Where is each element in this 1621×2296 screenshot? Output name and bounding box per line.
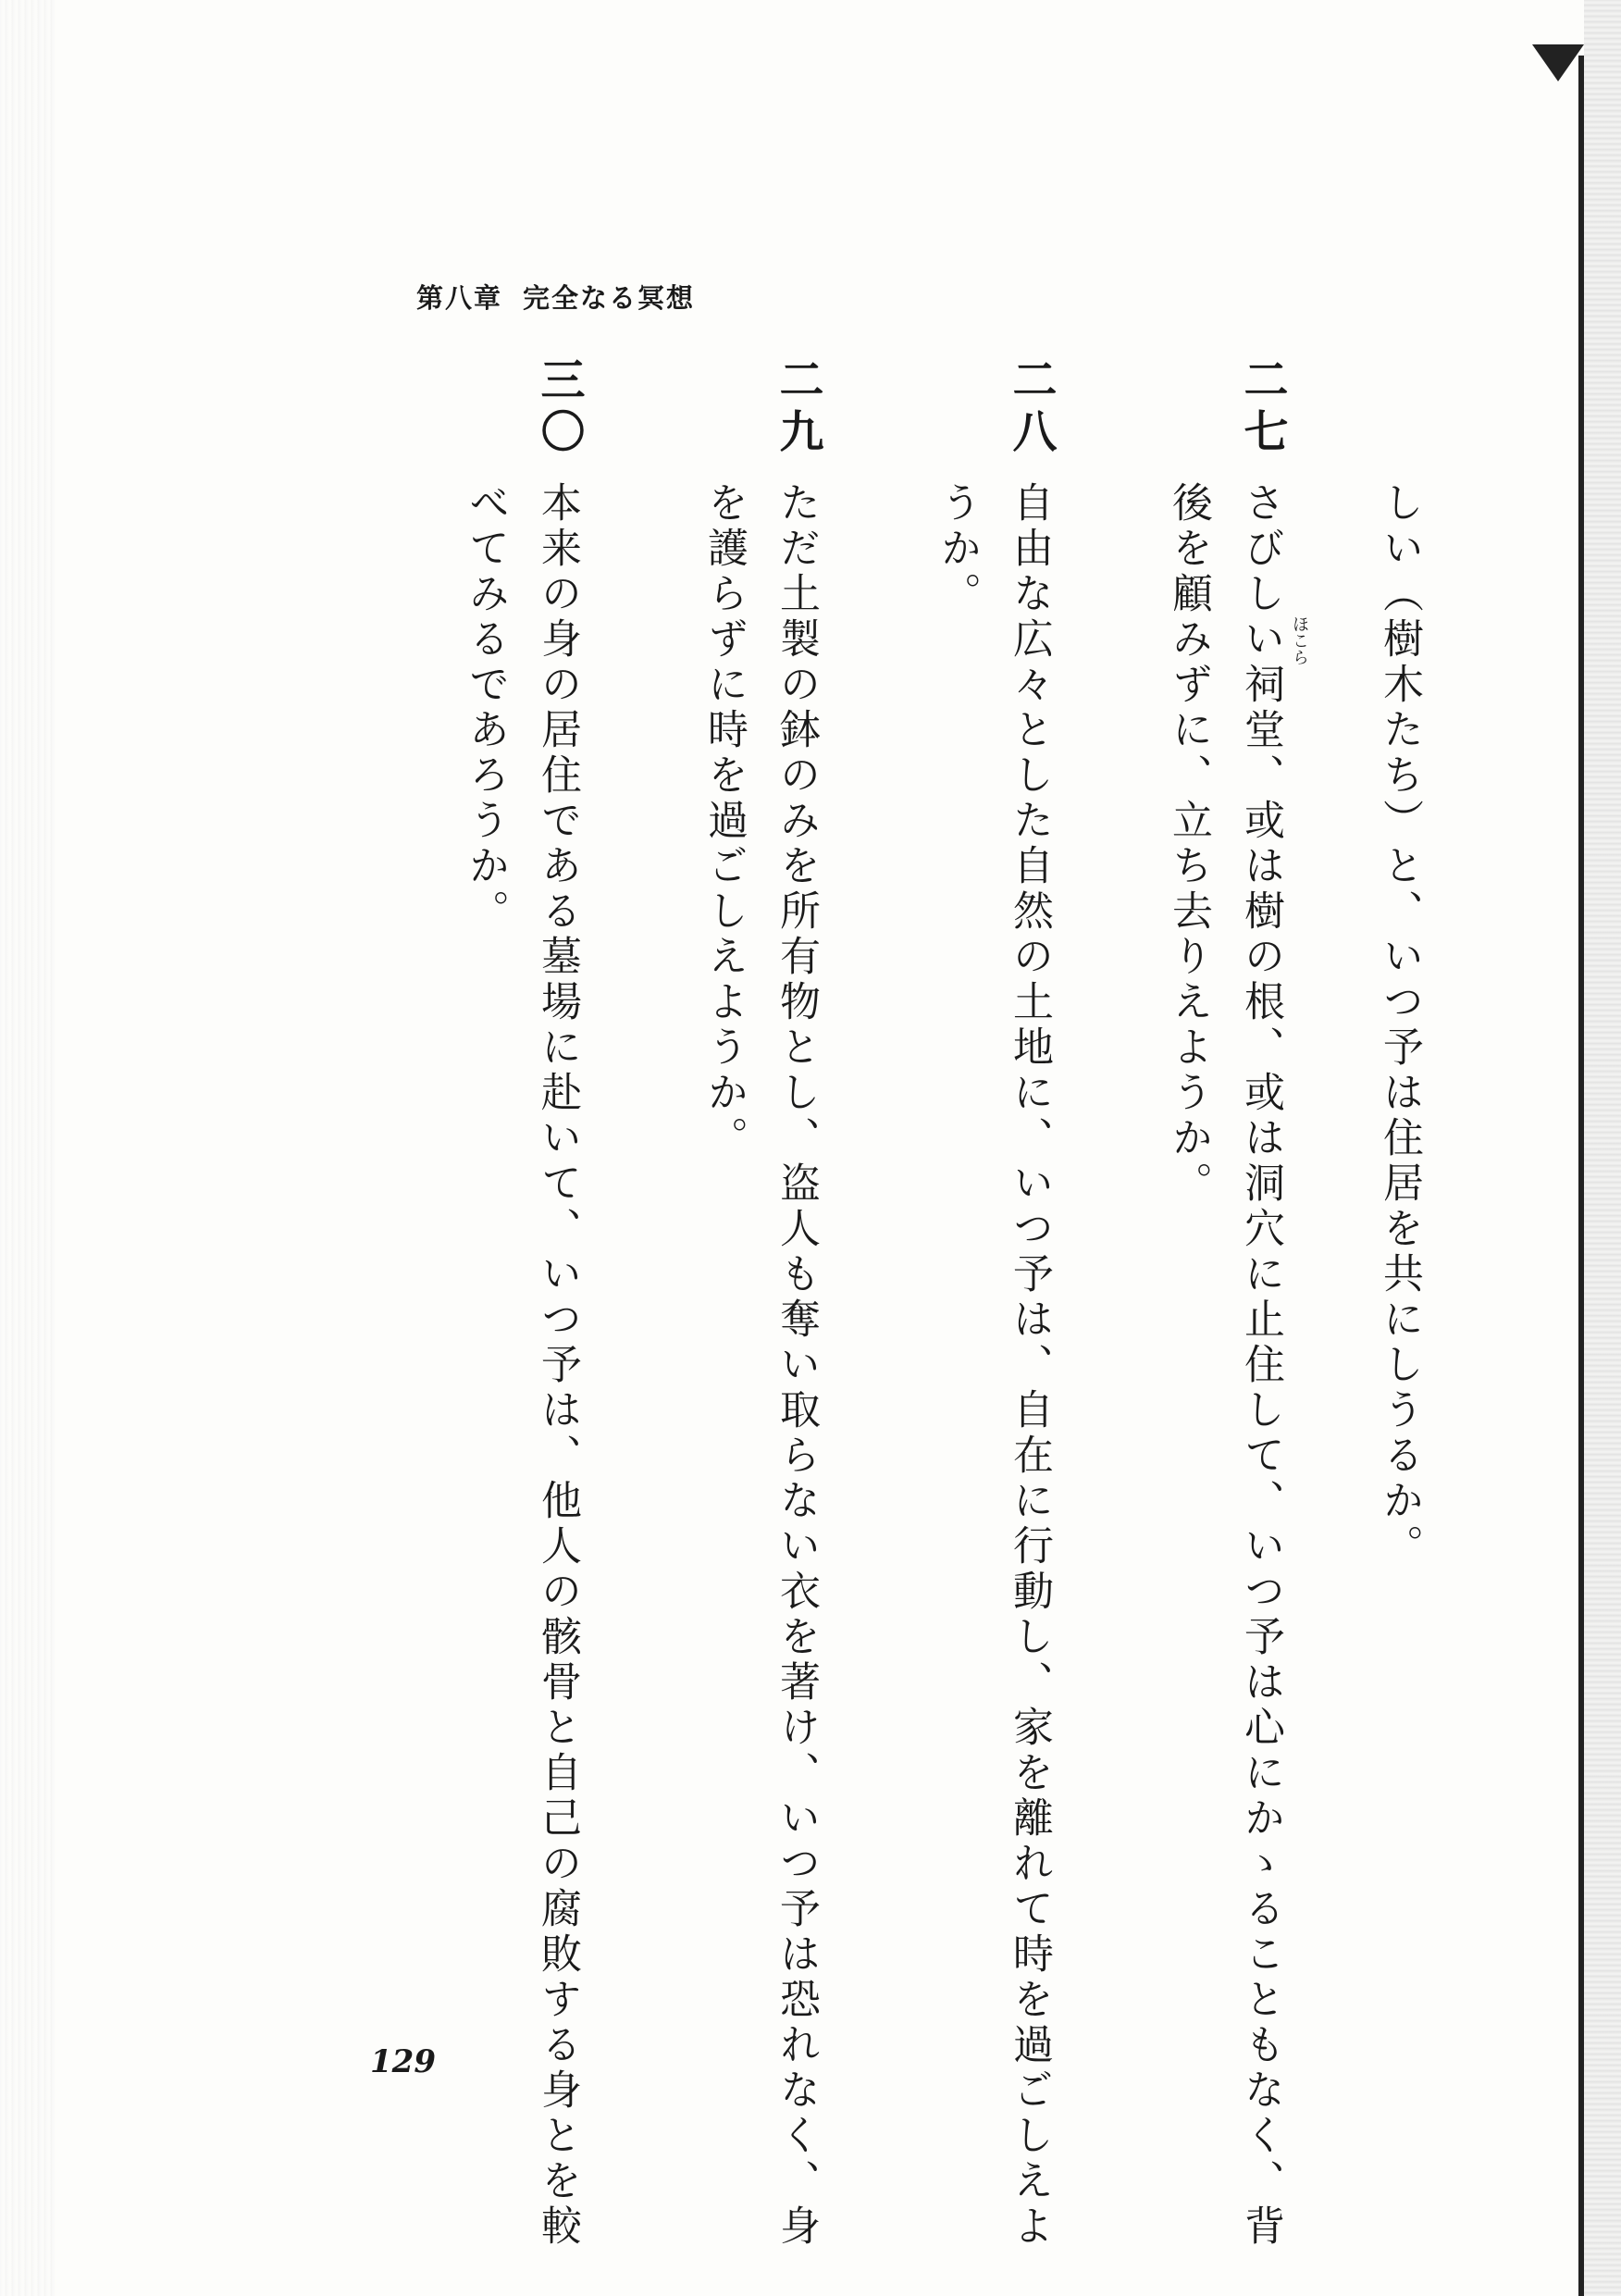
continuation-line: しい（樹木たち）と、いつ予は住居を共にしうるか。: [1376, 481, 1423, 1570]
verse-29-line-1: ただ土製の鉢のみを所有物とし、盗人も奪い取らない衣を著け、いつ予は恐れなく、身: [773, 481, 820, 2250]
corner-mark: [1532, 44, 1584, 81]
scan-margin-noise: [0, 0, 56, 2296]
verse-number-27: 二七: [1236, 356, 1288, 460]
running-head: [416, 278, 695, 316]
verse-29-line-2: を護らずに時を過ごしえようか。: [700, 481, 748, 1161]
verse-27-line-1: さびしい祠堂、或は樹の根、或は洞穴に止住して、いつ予は心にかゝることもなく、背: [1237, 481, 1284, 2250]
ruby-gloss: ほこら: [1290, 615, 1309, 665]
page-number: 129: [370, 2043, 436, 2080]
verse-28-line-1: 自由な広々とした自然の土地に、いつ予は、自在に行動し、家を離れて時を過ごしえよ: [1006, 481, 1053, 2250]
chapter-label: 第八章: [416, 282, 503, 314]
verse-30-line-1: 本来の身の居住である墓場に赴いて、いつ予は、他人の骸骨と自己の腐敗する身とを較: [534, 481, 581, 2250]
verse-number-28: 二八: [1005, 356, 1057, 460]
chapter-title: 完全なる冥想: [523, 282, 696, 314]
binding-shadow: [1584, 0, 1621, 2296]
verse-30-line-2: べてみるであろうか。: [462, 481, 509, 935]
page-edge-line: [1578, 56, 1584, 2296]
verse-28-line-2: うか。: [934, 481, 981, 617]
verse-27-line-2: 後を顧みずに、立ち去りえようか。: [1165, 481, 1212, 1207]
verse-number-29: 二九: [772, 356, 823, 460]
verse-number-30: 三〇: [533, 356, 585, 460]
